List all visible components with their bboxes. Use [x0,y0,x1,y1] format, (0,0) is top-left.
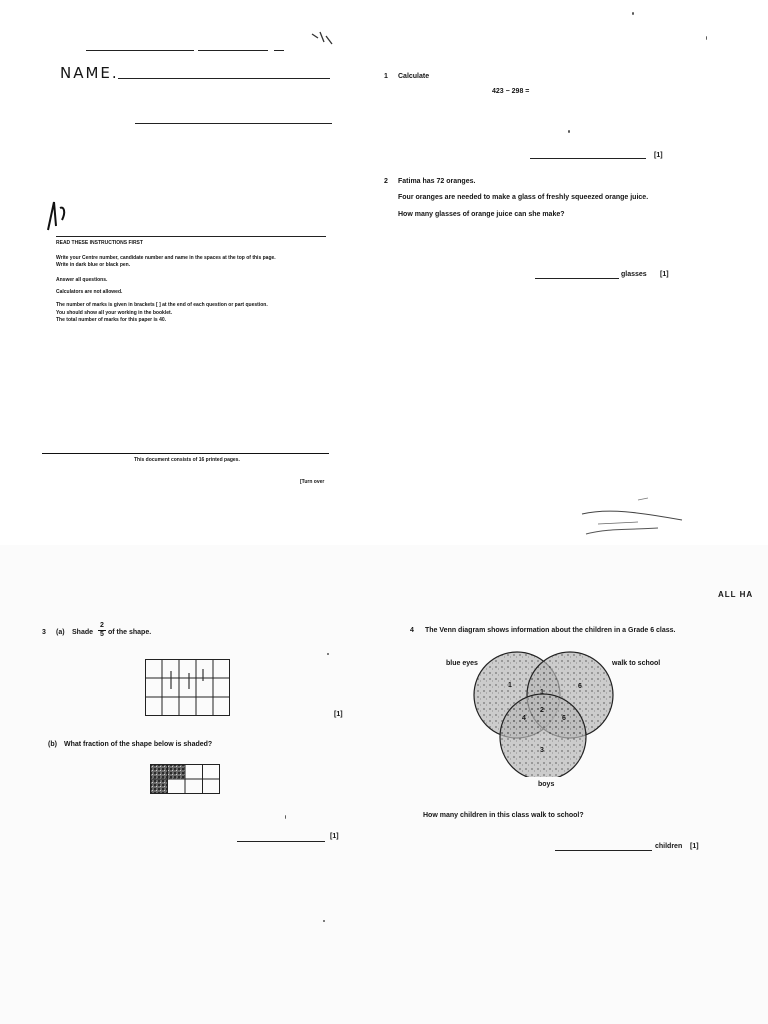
venn-value-blue-walk: 1 [540,689,544,696]
venn-label-walk-to-school: walk to school [612,660,661,667]
instructions-top-line [56,236,326,237]
venn-value-boys-only: 3 [540,747,544,754]
grid-lines [145,659,230,716]
venn-value-all-three: 2 [540,707,544,714]
instruction-line: Write your Centre number, candidate number and name in the spaces at the top of this page. [56,255,276,261]
shape-grid-a[interactable] [145,659,230,716]
shape-grid-b [150,764,220,794]
dust-speck [285,815,286,819]
q4-intro: The Venn diagram shows information about the children in a Grade 6 class. [425,627,676,634]
venn-diagram [470,647,620,777]
q3b-answer-line[interactable] [237,841,325,842]
header-scribble [310,30,334,46]
q2-marks: [1] [660,271,669,278]
q1-prompt: Calculate [398,73,430,80]
venn-value-walk-only: 6 [578,683,582,690]
venn-label-blue-eyes: blue eyes [446,660,478,667]
q3a-text-after: of the shape. [108,629,152,636]
footer-note: This document consists of 16 printed pages. [134,457,240,463]
venn-value-walk-boys: 6 [562,715,566,722]
q4-answer-line[interactable] [555,850,652,851]
venn-label-boys: boys [538,781,555,788]
header-line [198,50,268,51]
q4-number: 4 [410,627,414,634]
instruction-line: The number of marks is given in brackets [ ] at the end of each question or part question. [56,302,268,308]
grid-b-lines [150,764,220,794]
q1-marks: [1] [654,152,663,159]
dust-speck [568,130,570,133]
q2-number: 2 [384,178,388,185]
question-page [0,545,768,1024]
name-label: NAME. [60,64,119,82]
instruction-line: Answer all questions. [56,277,108,283]
q2-unit: glasses [621,271,647,278]
dust-speck [327,653,329,655]
q3b-text: What fraction of the shape below is shaded? [64,741,213,748]
header-line [274,50,284,51]
venn-value-blue-only: 1 [508,682,512,689]
q4-question: How many children in this class walk to school? [423,812,584,819]
instruction-line: Write in dark blue or black pen. [56,262,131,268]
edge-text: ALL HA [718,590,754,599]
dust-speck [706,36,707,40]
turn-over-label: [Turn over [300,479,325,485]
q1-number: 1 [384,73,388,80]
q3a-label: (a) [56,629,65,636]
answer-line[interactable] [135,123,332,124]
q3b-label: (b) [48,741,57,748]
q2-line2: Four oranges are needed to make a glass of freshly squeezed orange juice. [398,194,649,201]
header-line [86,50,194,51]
venn-value-blue-boys: 4 [522,715,526,722]
q1-expression: 423 − 298 = [492,88,530,95]
q2-line1: Fatima has 72 oranges. [398,178,476,185]
venn-circles [470,647,620,777]
fraction-denominator: 5 [100,631,104,638]
dust-speck [323,920,325,922]
instruction-line: The total number of marks for this paper is 40. [56,317,167,323]
q4-marks: [1] [690,843,699,850]
q2-line3: How many glasses of orange juice can she make? [398,211,565,218]
q4-unit: children [655,843,683,850]
dust-speck [632,12,634,15]
q3a-fraction [98,622,106,639]
q3a-marks: [1] [334,711,343,718]
instruction-line: You should show all your working in the booklet. [56,310,173,316]
footer-line [42,453,329,454]
q2-answer-line[interactable] [535,278,619,279]
instruction-line: Calculators are not allowed. [56,289,123,295]
fold-scribble [578,494,688,546]
q1-answer-line[interactable] [530,158,646,159]
fraction-numerator: 2 [100,622,104,629]
name-line[interactable] [118,78,330,79]
margin-scribble [44,196,74,232]
instructions-title: READ THESE INSTRUCTIONS FIRST [56,240,143,246]
q3a-text-before: Shade [72,629,94,636]
q3b-marks: [1] [330,833,339,840]
q3-number: 3 [42,629,46,636]
